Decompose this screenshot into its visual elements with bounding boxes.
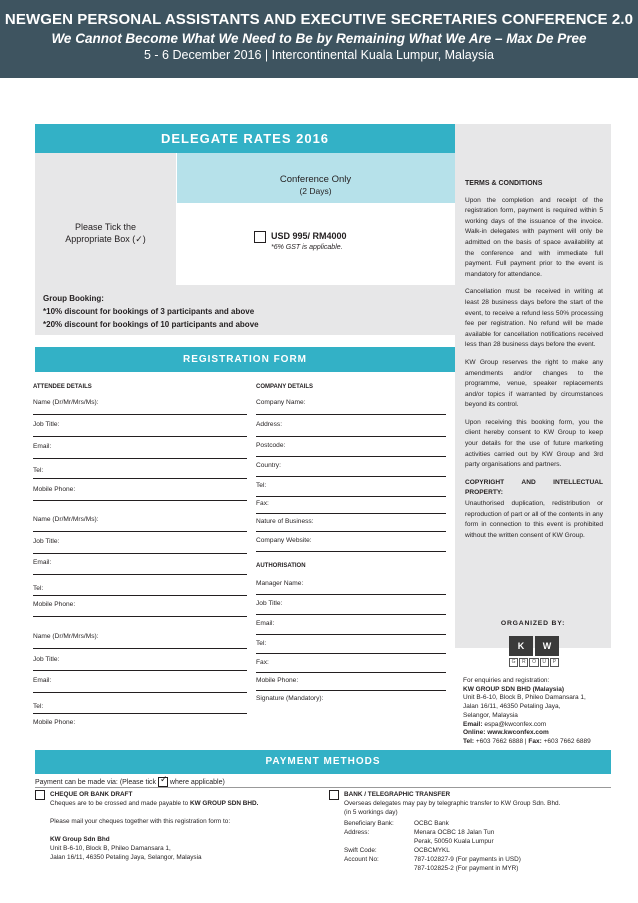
manager-fax-label: Fax: bbox=[256, 659, 269, 666]
group-booking-line1: *10% discount for bookings of 3 participants and above bbox=[43, 307, 255, 316]
bank-row-value: 787-102825-2 (For payment in MYR) bbox=[414, 865, 519, 872]
cheque-checkbox[interactable] bbox=[35, 790, 45, 800]
bank-row bbox=[344, 828, 614, 837]
manager-job-label: Job Title: bbox=[256, 600, 283, 607]
manager-fax-field[interactable] bbox=[256, 672, 446, 673]
logo-group-p: P bbox=[550, 658, 559, 667]
payment-intro-start: Payment can be made via: (Please tick bbox=[35, 778, 157, 786]
group-booking-line2: *20% discount for bookings of 10 participants and above bbox=[43, 320, 259, 329]
organizer-email[interactable]: espa@kwconfex.com bbox=[484, 720, 547, 728]
conference-only-label: Conference Only bbox=[279, 174, 352, 185]
group-booking-title: Group Booking: bbox=[43, 294, 104, 303]
manager-email-label: Email: bbox=[256, 620, 275, 627]
attendee2-email-field[interactable] bbox=[33, 574, 247, 575]
bank-transfer-line2: (in 5 workings day) bbox=[344, 809, 398, 816]
company-postcode-field[interactable] bbox=[256, 456, 446, 457]
attendee2-name-field[interactable] bbox=[33, 531, 247, 532]
bank-row-value: OCBC Bank bbox=[414, 820, 449, 827]
terms-panel bbox=[455, 124, 611, 648]
conference-title: NEWGEN PERSONAL ASSISTANTS AND EXECUTIVE SECRETARIES CONFERENCE 2.0 bbox=[4, 11, 634, 28]
company-address-field[interactable] bbox=[256, 436, 446, 437]
payment-methods-heading: PAYMENT METHODS bbox=[35, 750, 611, 774]
header-banner bbox=[0, 0, 638, 78]
company-business-field[interactable] bbox=[256, 531, 446, 532]
terms-consent: Upon receiving this booking form, you the client hereby consent to KW Group to keep your details for the use of future marketing activities carried out by KW Group and 3rd party organisations and partners. bbox=[465, 418, 603, 469]
attendee2-email-label: Email: bbox=[33, 559, 52, 566]
logo-letter-k: K bbox=[509, 636, 533, 656]
manager-name-field[interactable] bbox=[256, 594, 446, 595]
bank-transfer-checkbox[interactable] bbox=[329, 790, 339, 800]
bank-row-key bbox=[344, 837, 414, 846]
logo-group-o: O bbox=[529, 658, 538, 667]
email-label: Email: bbox=[463, 720, 483, 728]
tick-label-line2: Appropriate Box (✓) bbox=[65, 234, 146, 244]
terms-content bbox=[465, 179, 603, 548]
attendee2-tel-label: Tel: bbox=[33, 585, 44, 592]
tick-label-line1: Please Tick the bbox=[74, 222, 137, 232]
organizer-phone-row: Tel: +603 7662 6888 | Fax: +603 7662 6889 bbox=[463, 737, 591, 745]
price-label: USD 995/ RM4000 bbox=[271, 231, 347, 241]
manager-mobile-field[interactable] bbox=[256, 690, 446, 691]
organizer-website[interactable]: www.kwconfex.com bbox=[487, 729, 549, 737]
conference-only-header bbox=[176, 174, 455, 196]
attendee1-job-field[interactable] bbox=[33, 436, 247, 437]
attendee3-tel-field[interactable] bbox=[33, 713, 247, 714]
organizer-online-row bbox=[463, 729, 623, 738]
terms-amendments: KW Group reserves the right to make any amendments and/or changes to the programme, venue, speaker replacements and/or topics if warranted by circumstances beyond its control. bbox=[465, 358, 603, 409]
cheque-company: KW Group Sdn Bhd bbox=[50, 836, 110, 843]
company-tel-label: Tel: bbox=[256, 482, 267, 489]
attendee2-job-field[interactable] bbox=[33, 553, 247, 554]
attendee2-mobile-field[interactable] bbox=[33, 616, 247, 617]
bank-row-value: OCBCMYKL bbox=[414, 847, 450, 854]
cheque-payable-text: Cheques are to be crossed and made payable to bbox=[50, 800, 189, 807]
bank-row-key: Swift Code: bbox=[344, 847, 377, 854]
cheque-section bbox=[50, 790, 320, 862]
bank-row-key: Account No: bbox=[344, 856, 379, 863]
company-country-label: Country: bbox=[256, 462, 281, 469]
gst-note: *6% GST is applicable. bbox=[271, 244, 343, 251]
bank-row bbox=[344, 855, 614, 864]
attendee1-mobile-label: Mobile Phone: bbox=[33, 486, 76, 493]
attendee3-job-field[interactable] bbox=[33, 670, 247, 671]
organizer-address-line1: Unit B-6-10, Block B, Phileo Damansara 1, bbox=[463, 694, 586, 702]
attendee2-name-label: Name (Dr/Mr/Mrs/Ms): bbox=[33, 516, 99, 523]
bank-row bbox=[344, 846, 614, 855]
company-postcode-label: Postcode: bbox=[256, 442, 286, 449]
terms-payment: Upon the completion and receipt of the registration form, payment is required within 5 working days of the issuance of the invoice. Walk-in delegates with payment will only be admitted on the basis of space availability at the conference and with immediate full payment. Full payment prior to the event is mandatory for attendance. bbox=[465, 196, 603, 278]
fax-label: Fax: bbox=[528, 737, 542, 745]
ip-title: COPYRIGHT AND INTELLECTUAL PROPERTY: bbox=[465, 478, 603, 497]
group-booking bbox=[43, 292, 259, 331]
cheque-title: CHEQUE OR BANK DRAFT bbox=[50, 791, 133, 798]
company-business-label: Nature of Business: bbox=[256, 518, 314, 525]
bank-row bbox=[344, 837, 614, 846]
organized-by-label: ORGANIZED BY: bbox=[500, 620, 566, 627]
organizer-email-row bbox=[463, 721, 623, 730]
cheque-payee: KW GROUP SDN BHD. bbox=[189, 800, 259, 807]
attendee2-job-label: Job Title: bbox=[33, 538, 60, 545]
bank-details bbox=[344, 819, 614, 873]
attendee3-email-field[interactable] bbox=[33, 692, 247, 693]
signature-label: Signature (Mandatory): bbox=[256, 695, 324, 702]
bank-row-value: 787-102827-9 (For payments in USD) bbox=[414, 856, 521, 863]
organizer-address-line3: Selangor, Malaysia bbox=[463, 711, 518, 719]
attendee3-job-label: Job Title: bbox=[33, 656, 60, 663]
conference-tagline: We Cannot Become What We Need to Be by Remaining What We Are – Max De Pree bbox=[51, 31, 587, 46]
company-country-field[interactable] bbox=[256, 476, 446, 477]
enquiries-block bbox=[463, 677, 623, 747]
attendee1-mobile-field[interactable] bbox=[33, 500, 247, 501]
delegate-rates-heading: DELEGATE RATES 2016 bbox=[35, 124, 455, 153]
tick-sample-icon: ✓ bbox=[158, 777, 168, 787]
attendee2-mobile-label: Mobile Phone: bbox=[33, 601, 76, 608]
attendee1-name-label: Name (Dr/Mr/Mrs/Ms): bbox=[33, 399, 99, 406]
company-address-label: Address: bbox=[256, 421, 283, 428]
bank-transfer-title: BANK / TELEGRAPHIC TRANSFER bbox=[344, 791, 451, 798]
logo-letter-w: W bbox=[535, 636, 559, 656]
attendee3-name-label: Name (Dr/Mr/Mrs/Ms): bbox=[33, 633, 99, 640]
attendee1-email-label: Email: bbox=[33, 443, 52, 450]
enquiries-label: For enquiries and registration: bbox=[463, 677, 550, 684]
manager-tel-field[interactable] bbox=[256, 653, 446, 654]
attendee1-email-field[interactable] bbox=[33, 458, 247, 459]
cheque-instructions bbox=[50, 799, 320, 808]
terms-cancellation: Cancellation must be received in writing at least 28 business days before the start of the event, to receive a refund less 50% processing fee per registration. No refund will be made available for cancellation notifications received less than 28 business days before the event. bbox=[465, 288, 603, 349]
logo-group-g: G bbox=[509, 658, 518, 667]
tel-label: Tel: bbox=[463, 737, 475, 745]
bank-transfer-section bbox=[344, 790, 614, 873]
bank-row-value: Menara OCBC 18 Jalan Tun bbox=[414, 829, 495, 836]
conference-days-label: (2 Days) bbox=[299, 186, 332, 196]
bank-row-key: Beneficiary Bank: bbox=[344, 820, 394, 827]
attendee3-mobile-label: Mobile Phone: bbox=[33, 719, 76, 726]
rates-divider bbox=[176, 153, 177, 285]
attendee1-tel-field[interactable] bbox=[33, 478, 247, 479]
online-label: Online: bbox=[463, 729, 486, 737]
attendee1-job-label: Job Title: bbox=[33, 421, 60, 428]
cheque-address-line1: Unit B-6-10, Block B, Phileo Damansara 1, bbox=[50, 845, 171, 852]
company-name-field[interactable] bbox=[256, 414, 446, 415]
organizer-company: KW GROUP SDN BHD (Malaysia) bbox=[463, 685, 565, 693]
attendee2-tel-field[interactable] bbox=[33, 595, 247, 596]
tick-instruction bbox=[35, 221, 176, 245]
bank-row-value: Perak, 50050 Kuala Lumpur bbox=[414, 838, 494, 845]
manager-email-field[interactable] bbox=[256, 634, 446, 635]
payment-intro bbox=[35, 774, 225, 787]
logo-group-u: U bbox=[540, 658, 549, 667]
terms-title: TERMS & CONDITIONS bbox=[465, 180, 543, 187]
logo-group-r: R bbox=[519, 658, 528, 667]
payment-divider bbox=[35, 787, 611, 788]
company-website-field[interactable] bbox=[256, 551, 446, 552]
manager-name-label: Manager Name: bbox=[256, 580, 304, 587]
manager-tel-label: Tel: bbox=[256, 640, 267, 647]
bank-row bbox=[344, 819, 614, 828]
payment-intro-end: where applicable) bbox=[169, 778, 225, 786]
date-venue: 5 - 6 December 2016 | Intercontinental Kuala Lumpur, Malaysia bbox=[144, 48, 494, 62]
attendee1-name-field[interactable] bbox=[33, 414, 247, 415]
manager-job-field[interactable] bbox=[256, 614, 446, 615]
attendee3-email-label: Email: bbox=[33, 677, 52, 684]
registration-form-heading: REGISTRATION FORM bbox=[35, 347, 455, 372]
company-website-label: Company Website: bbox=[256, 537, 312, 544]
company-tel-field[interactable] bbox=[256, 496, 446, 497]
organizer-tel: +603 7662 6888 bbox=[475, 737, 524, 745]
company-name-label: Company Name: bbox=[256, 399, 306, 406]
bank-row-key: Address: bbox=[344, 829, 370, 836]
kw-group-logo bbox=[509, 636, 559, 667]
manager-mobile-label: Mobile Phone: bbox=[256, 677, 299, 684]
cheque-mail-note: Please mail your cheques together with this registration form to: bbox=[50, 818, 231, 825]
bank-row-key bbox=[344, 864, 414, 873]
ip-text: Unauthorised duplication, redistribution or reproduction of part or all of the contents in any form in connection to this event is prohibited without the written consent of KW Group. bbox=[465, 500, 603, 539]
organizer-fax: +603 7662 6889 bbox=[543, 737, 591, 745]
attendee3-tel-label: Tel: bbox=[33, 703, 44, 710]
authorisation-heading: AUTHORISATION bbox=[256, 563, 306, 569]
conference-only-checkbox[interactable] bbox=[254, 231, 266, 243]
attendee3-name-field[interactable] bbox=[33, 648, 247, 649]
attendee1-tel-label: Tel: bbox=[33, 467, 44, 474]
company-fax-label: Fax: bbox=[256, 500, 269, 507]
company-fax-field[interactable] bbox=[256, 513, 446, 514]
attendee-details-heading: ATTENDEE DETAILS bbox=[33, 384, 92, 390]
bank-transfer-line1: Overseas delegates may pay by telegraphic transfer to KW Group Sdn. Bhd. bbox=[344, 800, 561, 807]
company-details-heading: COMPANY DETAILS bbox=[256, 384, 314, 390]
bank-row bbox=[344, 864, 614, 873]
cheque-address-line2: Jalan 16/11, 46350 Petaling Jaya, Selangor, Malaysia bbox=[50, 854, 202, 861]
organizer-address-line2: Jalan 16/11, 46350 Petaling Jaya, bbox=[463, 703, 561, 711]
